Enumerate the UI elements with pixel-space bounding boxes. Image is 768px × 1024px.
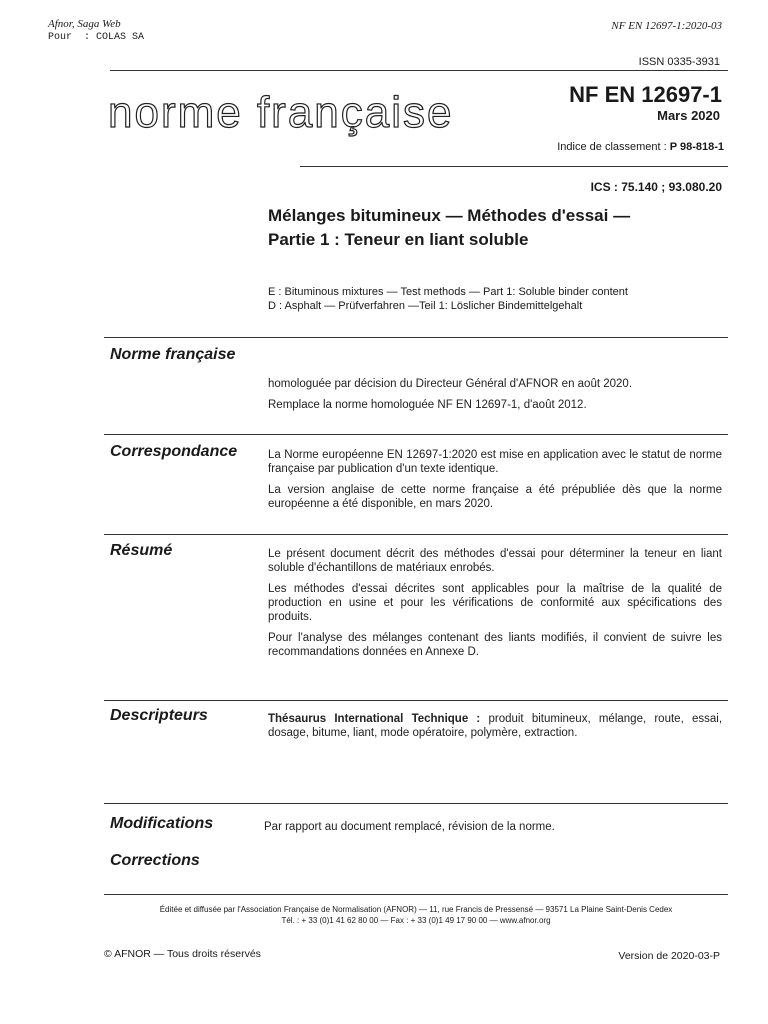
classification-label: Indice de classement :: [557, 141, 667, 153]
section-title-modifications: Modifications: [110, 815, 214, 832]
resume-paragraph-1: Le présent document décrit des méthodes d'essai pour déterminer la teneur en liant soluble d'échantillons de matériaux enrobés.: [268, 548, 722, 574]
footer-rule: [104, 894, 728, 895]
section-title-descripteurs: Descripteurs: [110, 707, 208, 724]
title-german: D : Asphalt — Prüfverfahren —Teil 1: Löslicher Bindemittelgehalt: [268, 300, 583, 312]
norme-replacement: Remplace la norme homologuée NF EN 12697-1, d'août 2012.: [268, 399, 587, 411]
section-title-norme: Norme française: [110, 346, 236, 363]
header-rule: [110, 70, 728, 71]
brand-logotype: norme française: [108, 88, 454, 137]
resume-paragraph-3: Pour l'analyse des mélanges contenant des liants modifiés, il convient de suivre les recommandations données en Annexe D.: [268, 632, 722, 658]
document-title-line1: Mélanges bitumineux — Méthodes d'essai —: [268, 206, 631, 225]
ics-codes: ICS : 75.140 ; 93.080.20: [590, 180, 722, 194]
section-rule: [104, 337, 728, 338]
standard-date: Mars 2020: [657, 108, 720, 123]
copyright: © AFNOR — Tous droits réservés: [104, 948, 261, 960]
correspondance-paragraph-1: La Norme européenne EN 12697-1:2020 est mise en application avec le statut de norme française par publication d'un texte identique.: [268, 449, 722, 475]
thesaurus-keywords: produit bitumineux, mélange, route, essai, dosage, bitume, liant, mode opératoire, polymère, extraction.: [268, 713, 723, 739]
publisher-contact: Tél. : + 33 (0)1 41 62 80 00 — Fax : + 33 (0)1 49 17 90 00 — www.afnor.org: [281, 916, 551, 925]
section-rule: [104, 534, 728, 535]
section-rule: [104, 700, 728, 701]
section-rule: [104, 434, 728, 435]
resume-paragraph-2: Les méthodes d'essai décrites sont applicables pour la maîtrise de la qualité de production en usine et pour les vérifications de conformité aux spécifications des produits.: [268, 583, 722, 623]
customer-label: Pour : COLAS SA: [48, 32, 145, 43]
section-title-correspondance: Correspondance: [110, 443, 238, 460]
publisher-info: [104, 904, 728, 926]
descripteurs-text: [268, 712, 722, 740]
publisher-address: Éditée et diffusée par l'Association Française de Normalisation (AFNOR) — 11, rue Francis de Pressensé — 93571 La Plaine Saint-Denis Cedex: [159, 905, 673, 914]
document-title-line2: Partie 1 : Teneur en liant soluble: [268, 230, 529, 249]
classification-value: P 98-818-1: [669, 141, 724, 153]
correspondance-paragraph-2: La version anglaise de cette norme française a été prépubliée dès que la norme européenne a été disponible, en mars 2020.: [268, 484, 722, 510]
norme-homologation: homologuée par décision du Directeur Général d'AFNOR en août 2020.: [268, 378, 633, 390]
source-label: Afnor, Saga Web: [48, 18, 121, 30]
classification-index: [557, 141, 724, 153]
title-english: E : Bituminous mixtures — Test methods — Part 1: Soluble binder content: [268, 286, 628, 298]
document-reference: NF EN 12697-1:2020-03: [611, 20, 722, 32]
thesaurus-label: Thésaurus International Technique :: [268, 713, 481, 725]
modifications-text: Par rapport au document remplacé, révision de la norme.: [264, 821, 555, 833]
classification-rule: [300, 166, 728, 167]
section-rule: [104, 803, 728, 804]
issn: ISSN 0335-3931: [638, 56, 720, 68]
version-label: Version de 2020-03-P: [618, 950, 720, 962]
section-title-corrections: Corrections: [110, 852, 200, 869]
section-title-resume: Résumé: [110, 542, 173, 559]
standard-code: NF EN 12697-1: [569, 82, 722, 107]
